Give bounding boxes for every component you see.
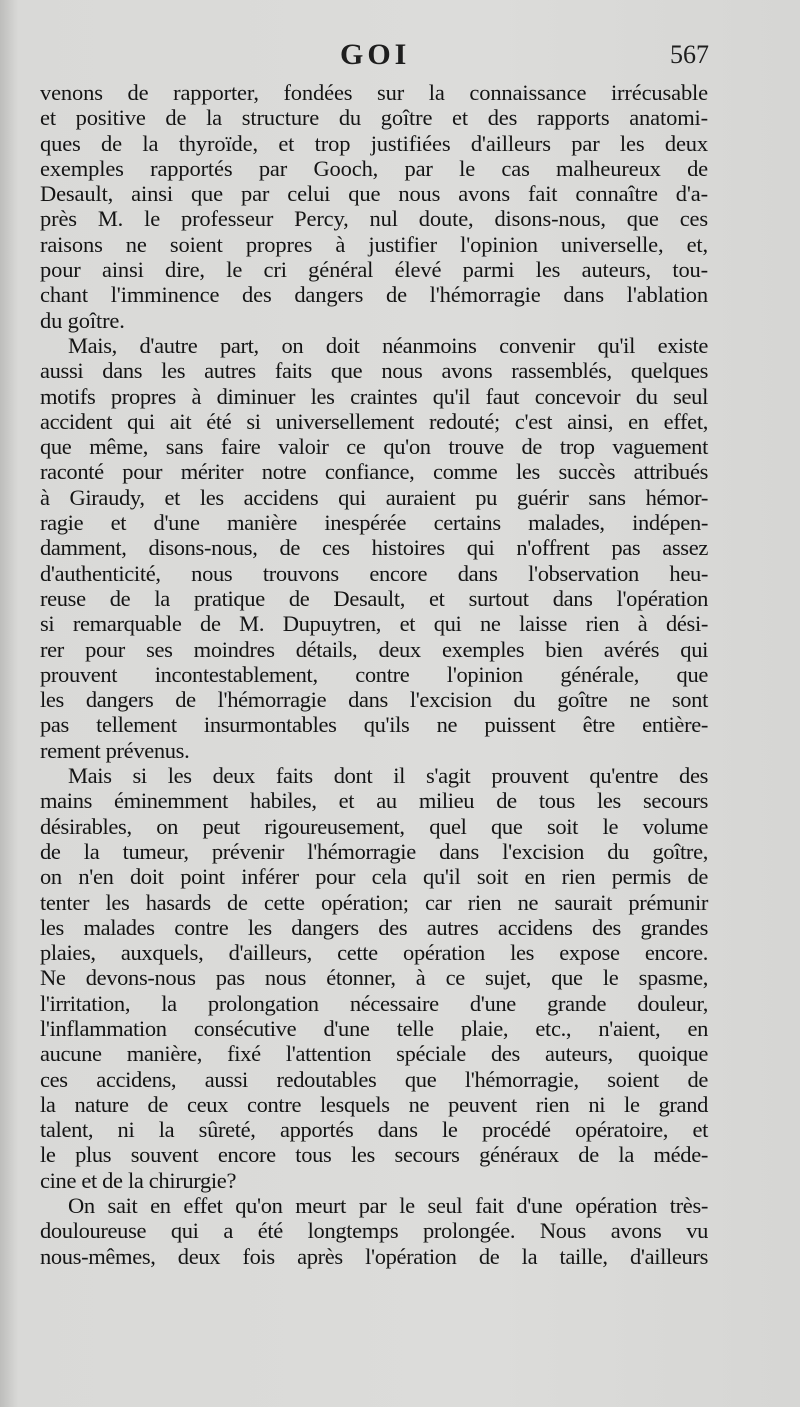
text-line: on n'en doit point inférer pour cela qu'il soit en rien permis de [40,864,708,890]
text-line: désirables, on peut rigoureusement, quel que soit le volume [40,813,708,839]
text-line: du goître. [40,307,125,333]
text-line: accident qui ait été si universellement redouté; c'est ainsi, en effet, [40,408,708,434]
text-line: exemples rapportés par Gooch, par le cas malheureux de [40,155,708,181]
text-line: cine et de la chirurgie? [40,1167,237,1193]
text-line: à Giraudy, et les accidens qui auraient pu guérir sans hémor- [40,484,708,510]
text-line: plaies, auxquels, d'ailleurs, cette opération les expose encore. [40,940,708,966]
text-line: le plus souvent encore tous les secours généraux de la méde- [40,1142,708,1168]
page-header [0,38,800,78]
text-line: talent, ni la sûreté, apportés dans le procédé opératoire, et [40,1117,708,1143]
text-line: On sait en effet qu'on meurt par le seul fait d'une opération très- [68,1193,708,1219]
running-head: GOI [340,38,411,71]
paragraph [40,80,708,333]
text-line: les malades contre les dangers des autres accidens des grandes [40,914,708,940]
text-line: l'inflammation consécutive d'une telle plaie, etc., n'aient, en [40,1015,708,1041]
paragraph [40,1193,708,1269]
text-line: Ne devons-nous pas nous étonner, à ce sujet, que le spasme, [40,965,708,991]
text-line: et positive de la structure du goître et des rapports anatomi- [40,105,708,131]
text-line: motifs propres à diminuer les craintes qu'il faut concevoir du seul [40,383,708,409]
text-line: ces accidens, aussi redoutables que l'hémorragie, soient de [40,1066,708,1092]
paragraph [40,333,708,763]
text-line: rer pour ses moindres détails, deux exemples bien avérés qui [40,636,708,662]
text-line: ques de la thyroïde, et trop justifiées d'ailleurs par les deux [40,130,708,156]
text-line: rement prévenus. [40,737,190,763]
text-line: d'authenticité, nous trouvons encore dans l'observation heu- [40,560,708,586]
text-line: chant l'imminence des dangers de l'hémorragie dans l'ablation [40,282,708,308]
text-line: raconté pour mériter notre confiance, comme les succès attribués [40,459,708,485]
text-line: près M. le professeur Percy, nul doute, disons-nous, que ces [40,206,708,232]
text-line: si remarquable de M. Dupuytren, et qui ne laisse rien à dési- [40,611,708,637]
text-line: Desault, ainsi que par celui que nous avons fait connaître d'a- [40,181,708,207]
text-line: prouvent incontestablement, contre l'opinion générale, que [40,661,708,687]
page-number: 567 [670,40,709,69]
text-line: ragie et d'une manière inespérée certains malades, indépen- [40,510,708,536]
text-line: reuse de la pratique de Desault, et surtout dans l'opération [40,585,708,611]
text-line: Mais, d'autre part, on doit néanmoins convenir qu'il existe [68,332,708,358]
text-line: venons de rapporter, fondées sur la connaissance irrécusable [40,80,708,105]
text-line: tenter les hasards de cette opération; car rien ne saurait prémunir [40,889,708,915]
text-line: aucune manière, fixé l'attention spéciale des auteurs, quoique [40,1041,708,1067]
text-line: l'irritation, la prolongation nécessaire d'une grande douleur, [40,990,708,1016]
text-line: pas tellement insurmontables qu'ils ne puissent être entière- [40,712,708,738]
body-text [40,80,708,1269]
text-line: la nature de ceux contre lesquels ne peuvent rien ni le grand [40,1091,708,1117]
text-line: douloureuse qui a été longtemps prolongée. Nous avons vu [40,1218,708,1244]
text-line: raisons ne soient propres à justifier l'opinion universelle, et, [40,231,708,257]
paragraph [40,763,708,1193]
text-line: de la tumeur, prévenir l'hémorragie dans l'excision du goître, [40,838,708,864]
text-line: que même, sans faire valoir ce qu'on trouve de trop vaguement [40,434,708,460]
text-line: damment, disons-nous, de ces histoires qui n'offrent pas assez [40,535,708,561]
text-line: pour ainsi dire, le cri général élevé parmi les auteurs, tou- [40,257,708,283]
text-line: aussi dans les autres faits que nous avons rassemblés, quelques [40,358,708,384]
text-line: mains éminemment habiles, et au milieu de tous les secours [40,788,708,814]
text-line: nous-mêmes, deux fois après l'opération de la taille, d'ailleurs [40,1243,708,1269]
text-line: les dangers de l'hémorragie dans l'excision du goître ne sont [40,687,708,713]
text-line: Mais si les deux faits dont il s'agit prouvent qu'entre des [68,763,708,789]
